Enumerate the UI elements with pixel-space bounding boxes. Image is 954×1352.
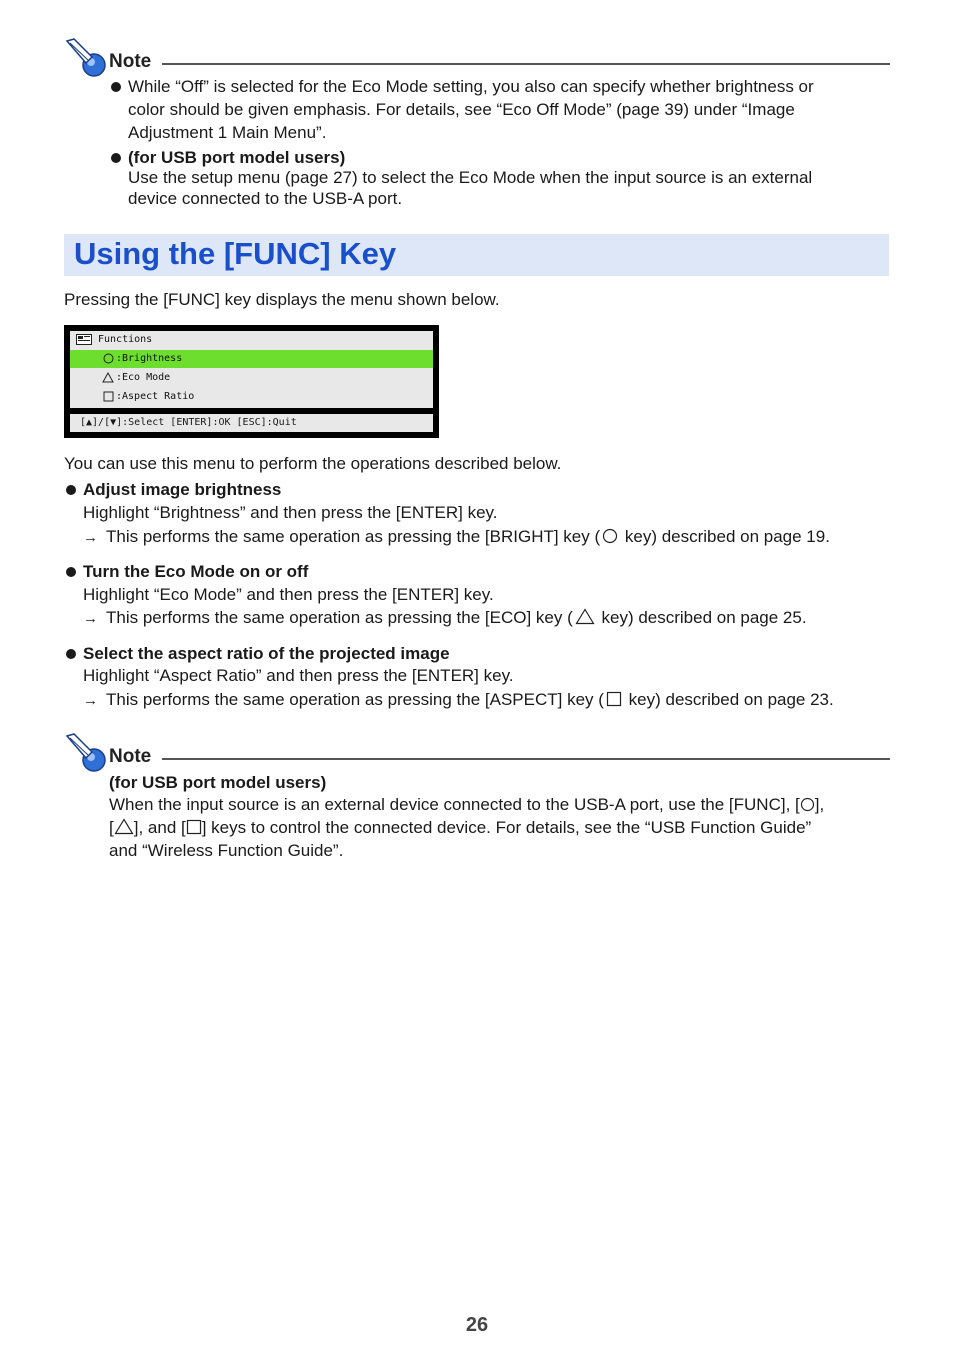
note2-text-line: [ ], and [ ] keys to control the connected device. For details, see the “USB Function Guide” (109, 818, 812, 837)
func-menu-title-row (70, 331, 433, 349)
bullet-dot (66, 485, 76, 495)
func-menu-title: Functions (98, 334, 153, 345)
note2-text-line: and “Wireless Function Guide”. (109, 841, 344, 860)
bullet-dot (111, 82, 121, 92)
bullet-dot (66, 567, 76, 577)
note-header (64, 733, 890, 773)
operation-result: → This performs the same operation as pressing the [ASPECT] key ( key) described on page 23. (83, 690, 834, 709)
func-menu-item-label: :Brightness (116, 353, 183, 364)
menu-window-icon (76, 334, 92, 345)
page-number: 26 (465, 1314, 489, 1336)
triangle-key-icon (102, 372, 114, 383)
operation-result: → This performs the same operation as pressing the [ECO] key ( key) described on page 25. (83, 608, 807, 627)
func-menu-screenshot (64, 325, 439, 438)
bullet-dot (66, 649, 76, 659)
operation-result: → This performs the same operation as pressing the [BRIGHT] key ( key) described on page 19. (83, 527, 830, 546)
operation-heading: Adjust image brightness (83, 480, 282, 499)
func-menu-item-aspect-ratio (70, 388, 433, 406)
circle-key-icon (103, 353, 114, 364)
note1-text-line: Use the setup menu (page 27) to select the Eco Mode when the input source is an external (128, 168, 813, 187)
note-label: Note (109, 746, 152, 767)
section-header (64, 234, 889, 276)
note-rule (162, 63, 890, 65)
note2-text-line: When the input source is an external device connected to the USB-A port, use the [FUNC], [ ], (109, 795, 825, 814)
note-pencil-icon (64, 733, 106, 773)
section-title: Using the [FUNC] Key (74, 236, 397, 271)
triangle-key-icon (575, 608, 595, 625)
note1-text-line: While “Off” is selected for the Eco Mode setting, you also can specify whether brightness or (128, 77, 814, 96)
section-intro: Pressing the [FUNC] key displays the menu shown below. (64, 290, 500, 309)
func-menu-footer (70, 414, 433, 432)
operation-instruction: Highlight “Aspect Ratio” and then press the [ENTER] key. (83, 666, 514, 685)
result-arrow: → (83, 610, 98, 627)
result-arrow: → (83, 529, 98, 546)
func-menu-item-brightness (70, 350, 433, 368)
note2-subheading: (for USB port model users) (109, 773, 327, 792)
note1-text-line: color should be given emphasis. For details, see “Eco Off Mode” (page 39) under “Image (128, 100, 795, 119)
func-menu-footer-text: [▲]/[▼]:Select [ENTER]:OK [ESC]:Quit (80, 417, 297, 428)
circle-key-icon (800, 797, 815, 812)
note1-subheading: (for USB port model users) (128, 148, 346, 167)
note-rule (162, 758, 890, 760)
square-key-icon (606, 691, 622, 707)
bullet-dot (111, 153, 121, 163)
square-key-icon (103, 391, 114, 402)
note-header (64, 38, 890, 78)
operation-heading: Select the aspect ratio of the projected image (83, 644, 450, 663)
func-menu-panel (70, 331, 433, 408)
operation-instruction: Highlight “Eco Mode” and then press the [ENTER] key. (83, 585, 494, 604)
func-menu-item-label: :Eco Mode (116, 372, 171, 383)
note1-text-line: device connected to the USB-A port. (128, 189, 403, 208)
func-menu-item-eco-mode (70, 369, 433, 387)
result-arrow: → (83, 692, 98, 709)
note1-text-line: Adjustment 1 Main Menu”. (128, 123, 327, 142)
func-menu-item-label: :Aspect Ratio (116, 391, 195, 402)
note-pencil-icon (64, 38, 106, 78)
operation-heading: Turn the Eco Mode on or off (83, 562, 309, 581)
square-key-icon (186, 819, 202, 835)
body-lead: You can use this menu to perform the operations described below. (64, 454, 562, 473)
note-label: Note (109, 51, 152, 72)
triangle-key-icon (114, 818, 134, 835)
circle-key-icon (602, 528, 618, 544)
operation-instruction: Highlight “Brightness” and then press the [ENTER] key. (83, 503, 498, 522)
